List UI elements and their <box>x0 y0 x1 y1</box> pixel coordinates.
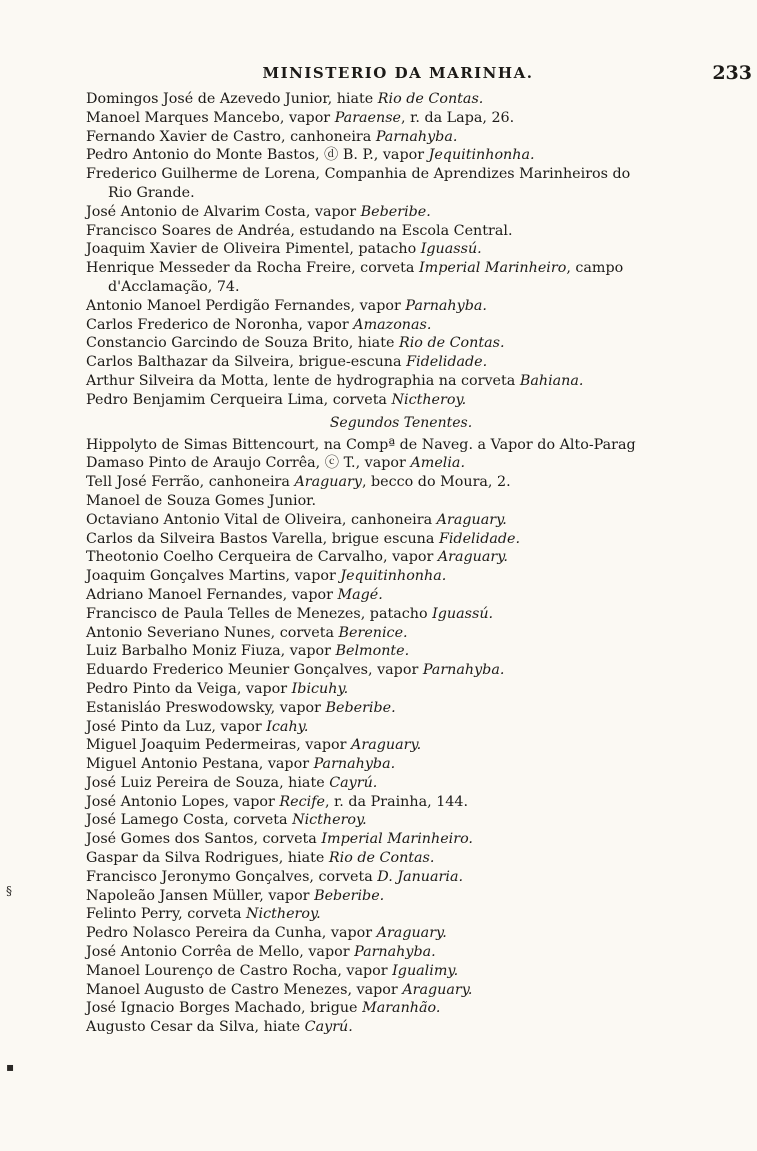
ship-name: Imperial Marinheiro. <box>321 831 473 848</box>
entry-text: Luiz Barbalho Moniz Fiuza, vapor <box>86 643 336 660</box>
entry-line <box>86 1018 716 1037</box>
entry-line <box>86 567 716 586</box>
ship-name: Paraense <box>334 109 402 126</box>
entry-line <box>86 454 716 473</box>
entry-line <box>86 548 716 567</box>
entry-text: José Antonio Lopes, vapor <box>86 793 280 810</box>
entry-text: Gaspar da Silva Rodrigues, hiate <box>86 850 329 867</box>
entry-text: Estanisláo Preswodowsky, vapor <box>86 699 326 716</box>
entry-text: Constancio Garcindo de Souza Brito, hiate <box>86 335 399 352</box>
ship-name: Parnahyba. <box>354 944 436 961</box>
entry-line <box>86 962 716 981</box>
entry-text: , becco do Moura, 2. <box>361 474 511 491</box>
ship-name: Parnahyba. <box>375 128 458 145</box>
ship-name: Araguary. <box>402 981 473 998</box>
entry-line <box>86 868 716 887</box>
ship-name: Igualimy. <box>392 962 459 979</box>
entry-text: Joaquim Xavier de Oliveira Pimentel, patacho <box>86 241 421 258</box>
ship-name: Beberibe. <box>314 887 385 904</box>
entry-line <box>86 736 716 755</box>
entry-text: Pedro Benjamim Cerqueira Lima, corveta <box>86 391 392 408</box>
entry-text: Francisco Jeronymo Gonçalves, corveta <box>86 868 378 885</box>
entry-text: Manoel Lourenço de Castro Rocha, vapor <box>86 962 393 979</box>
entry-line <box>86 128 716 147</box>
entry-text: Frederico Guilherme de Lorena, Companhia de Aprendizes Marinheiros do <box>86 166 631 183</box>
entry-text: José Pinto da Luz, vapor <box>86 718 267 735</box>
entry-line <box>86 830 716 849</box>
entry-line <box>86 297 716 316</box>
entry-text: Pedro Nolasco Pereira da Cunha, vapor <box>86 925 377 942</box>
first-lieutenants-group <box>86 90 716 410</box>
entry-line <box>86 316 716 335</box>
ship-name: Beberibe. <box>325 699 396 716</box>
entry-text: Octaviano Antonio Vital de Oliveira, canhoneira <box>86 511 437 528</box>
entry-text: José Lamego Costa, corveta <box>86 812 293 829</box>
entry-text: Manoel Augusto de Castro Menezes, vapor <box>86 981 403 998</box>
entry-text: Napoleão Jansen Müller, vapor <box>86 887 315 904</box>
ship-name: Recife <box>279 793 325 810</box>
ship-name: Berenice. <box>338 624 408 641</box>
margin-mark: § <box>6 884 12 898</box>
ship-name: Imperial Marinheiro <box>418 260 567 277</box>
ship-name: Maranhão. <box>362 1000 441 1017</box>
entry-line <box>86 90 716 109</box>
running-title: MINISTERIO DA MARINHA. <box>262 64 534 82</box>
ship-name: Belmonte. <box>335 643 410 660</box>
ship-name: Nictheroy. <box>391 391 467 408</box>
entry-line <box>86 943 716 962</box>
entry-text: José Gomes dos Santos, corveta <box>86 831 322 848</box>
entry-line <box>86 642 716 661</box>
entry-line <box>86 849 716 868</box>
ship-name: Fidelidade. <box>438 530 521 547</box>
entry-text: Manoel de Souza Gomes Junior. <box>86 492 316 509</box>
entry-text: Antonio Severiano Nunes, corveta <box>86 624 339 641</box>
entry-line <box>86 146 716 165</box>
entry-text: Carlos Frederico de Noronha, vapor <box>86 316 354 333</box>
ship-name: D. Januaria. <box>377 868 464 885</box>
entry-text: Fernando Xavier de Castro, canhoneira <box>86 128 376 145</box>
ship-name: Iguassú. <box>420 241 482 258</box>
entry-line <box>86 661 716 680</box>
entry-line <box>86 586 716 605</box>
ship-name: Beberibe. <box>360 203 431 220</box>
entry-text: Miguel Antonio Pestana, vapor <box>86 756 314 773</box>
entry-text: Adriano Manoel Fernandes, vapor <box>86 586 338 603</box>
entry-text: Antonio Manoel Perdigão Fernandes, vapor <box>86 297 406 314</box>
entry-text: José Antonio Corrêa de Mello, vapor <box>86 944 355 961</box>
section-title: Segundos Tenentes. <box>329 414 473 431</box>
ship-name: Araguary. <box>437 549 508 566</box>
ship-name: Cayrú. <box>329 774 378 791</box>
entry-line <box>86 755 716 774</box>
entry-line <box>86 109 716 128</box>
ship-name: Magé. <box>337 586 383 603</box>
entry-line <box>86 372 716 391</box>
entry-text: José Antonio de Alvarim Costa, vapor <box>86 203 361 220</box>
ship-name: Parnahyba. <box>405 297 487 314</box>
ship-name: Rio de Contas. <box>377 91 484 107</box>
entry-line <box>86 811 716 830</box>
entry-text: Francisco Soares de Andréa, estudando na Escola Central. <box>86 222 513 239</box>
ship-name: Araguary. <box>376 925 447 942</box>
entries-list <box>86 90 716 1037</box>
ship-name: Rio de Contas. <box>328 850 435 867</box>
entry-text: Eduardo Frederico Meunier Gonçalves, vapor <box>86 662 423 679</box>
entry-text: Hippolyto de Simas Bittencourt, na Compª de Naveg. a Vapor do Alto-Parag <box>86 436 636 453</box>
entry-line <box>86 680 716 699</box>
entry-line <box>86 924 716 943</box>
entry-line <box>86 699 716 718</box>
entry-line <box>86 718 716 737</box>
entry-line <box>86 473 716 492</box>
ship-name: Amelia. <box>410 455 465 472</box>
entry-text: Carlos da Silveira Bastos Varella, brigue escuna <box>86 530 439 547</box>
entry-line <box>86 492 716 511</box>
entry-line <box>86 334 716 353</box>
entry-text: José Luiz Pereira de Souza, hiate <box>86 774 330 791</box>
entry-text: , r. da Prainha, 144. <box>324 793 469 810</box>
entry-text: d'Acclamação, 74. <box>108 278 240 295</box>
ship-name: Icahy. <box>266 718 309 735</box>
ship-name: Araguary <box>294 474 362 491</box>
entry-line <box>86 793 716 812</box>
entry-line <box>86 259 716 278</box>
entry-line <box>86 240 716 259</box>
entry-text: Domingos José de Azevedo Junior, hiate <box>86 91 378 107</box>
entry-line <box>86 887 716 906</box>
entry-line <box>86 222 716 241</box>
ship-name: Nictheroy. <box>292 812 367 829</box>
entry-line <box>86 278 716 297</box>
entry-text: Theotonio Coelho Cerqueira de Carvalho, vapor <box>86 549 438 566</box>
entry-text: Pedro Antonio do Monte Bastos, ⓓ B. P., vapor <box>86 147 429 164</box>
entry-text: Felinto Perry, corveta <box>86 906 247 923</box>
ship-name: Nictheroy. <box>246 906 321 923</box>
entry-text: Tell José Ferrão, canhoneira <box>86 474 295 491</box>
entry-line <box>86 981 716 1000</box>
entry-text: Henrique Messeder da Rocha Freire, corveta <box>86 260 419 277</box>
entry-line <box>86 165 716 184</box>
entry-text: , campo <box>566 260 624 277</box>
ship-name: Ibicuhy. <box>291 680 349 697</box>
entry-text: Miguel Joaquim Pedermeiras, vapor <box>86 737 352 754</box>
ship-name: Rio de Contas. <box>398 335 505 352</box>
ship-name: Araguary. <box>436 511 507 528</box>
entry-text: Pedro Pinto da Veiga, vapor <box>86 680 292 697</box>
entry-line <box>86 511 716 530</box>
ship-name: Cayrú. <box>304 1019 353 1036</box>
ship-name: Parnahyba. <box>422 662 505 679</box>
entry-text: Augusto Cesar da Silva, hiate <box>86 1019 305 1036</box>
entry-line <box>86 624 716 643</box>
entry-text: Carlos Balthazar da Silveira, brigue-escuna <box>86 354 407 371</box>
ship-name: Jequitinhonha. <box>428 147 535 164</box>
entry-line <box>86 530 716 549</box>
entry-line <box>86 353 716 372</box>
ship-name: Parnahyba. <box>313 756 396 773</box>
entry-text: Manoel Marques Mancebo, vapor <box>86 109 335 126</box>
page-header <box>88 62 752 86</box>
entry-line <box>86 605 716 624</box>
entry-line <box>86 203 716 222</box>
entry-text: Joaquim Gonçalves Martins, vapor <box>86 568 341 585</box>
ship-name: Fidelidade. <box>406 354 488 371</box>
ship-name: Amazonas. <box>353 316 432 333</box>
ship-name: Jequitinhonha. <box>340 568 447 585</box>
entry-text: Francisco de Paula Telles de Menezes, patacho <box>86 605 433 622</box>
entry-line <box>86 999 716 1018</box>
entry-line <box>86 905 716 924</box>
ship-name: Araguary. <box>351 737 422 754</box>
margin-mark: ▪ <box>6 1060 15 1074</box>
entry-text: José Ignacio Borges Machado, brigue <box>86 1000 363 1017</box>
entry-text: , r. da Lapa, 26. <box>401 109 515 126</box>
second-lieutenants-group <box>86 436 716 1038</box>
entry-line <box>86 436 716 455</box>
entry-line <box>86 391 716 410</box>
entry-text: Rio Grande. <box>108 184 195 201</box>
entry-line <box>86 774 716 793</box>
ship-name: Bahiana. <box>519 372 584 389</box>
entry-text: Damaso Pinto de Araujo Corrêa, ⓒ T., vapor <box>86 455 411 472</box>
page-number: 233 <box>712 62 752 84</box>
ship-name: Iguassú. <box>432 605 494 622</box>
entry-text: Arthur Silveira da Motta, lente de hydrographia na corveta <box>86 372 520 389</box>
entry-line <box>86 184 716 203</box>
